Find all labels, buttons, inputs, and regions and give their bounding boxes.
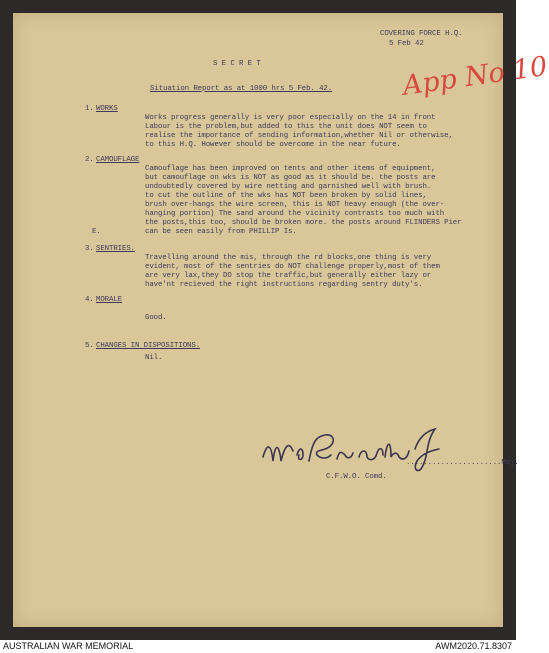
signature-dots: ......................Maj. <box>406 459 519 467</box>
handwritten-signature <box>259 421 459 481</box>
section-3-line: evident, most of the sentries do NOT challenge properly,most of them <box>145 263 440 271</box>
section-4-line: Good. <box>145 314 167 322</box>
section-3-number: 3. <box>85 245 94 253</box>
section-4-heading: MORALE <box>96 296 123 304</box>
section-2-number: 2. <box>85 156 94 164</box>
section-1-line: Works progress generally is very poor especially on the 14 in front <box>145 114 436 122</box>
section-2-heading: CAMOUFLAGE <box>96 156 140 164</box>
section-5-line: Nil. <box>145 354 163 362</box>
section-2-line: the posts,this too, should be broken more. the posts around FLINDERS Pier <box>145 219 462 227</box>
classification-label: S E C R E T <box>213 60 261 68</box>
section-1-line: realise the importance of sending information,whether Nil or otherwise, <box>145 132 453 140</box>
signature-appointment: C.F.W.O. Comd. <box>326 473 387 481</box>
section-3-heading: SENTRIES. <box>96 245 136 253</box>
signature-name <box>273 443 334 451</box>
section-1-line: Labour is the problem,but added to this the unit does NOT seem to <box>145 123 427 131</box>
archive-reference: AWM2020.71.8307 <box>435 641 512 651</box>
section-5-number: 5. <box>85 342 94 350</box>
document-date: 5 Feb 42 <box>389 40 424 48</box>
section-2-line: brush over-hangs the wire screen, this is NOT heavy enough (the over- <box>145 201 445 209</box>
section-3-line: Travelling around the mis, through the rd blocks,one thing is very <box>145 254 432 262</box>
section-2-line: can be seen easily from PHILLIP Is. <box>145 228 297 236</box>
archive-name: AUSTRALIAN WAR MEMORIAL <box>3 641 134 651</box>
unit-header: COVERING FORCE H.Q. <box>380 30 463 38</box>
section-2-line: hanging portion) The sand around the vicinity contrasts too much with <box>145 210 445 218</box>
section-1-line: to this H.Q. However should be overcome in the near future. <box>145 141 401 149</box>
section-2-line: to cut the outline of the wks has NOT been broken by solid lines, <box>145 192 427 200</box>
report-title: Situation Report as at 1000 hrs 5 Feb. 42. <box>150 85 333 93</box>
section-2-line: but camouflage on wks is NOT as good as it should be. the posts are <box>145 174 436 182</box>
section-3-line: are very lax,they DO stop the traffic,but generally either lazy or <box>145 272 432 280</box>
archive-footer <box>0 640 516 653</box>
appendix-stamp: App No 10 <box>400 50 549 102</box>
section-4-number: 4. <box>85 296 94 304</box>
section-2-margin-note: E. <box>92 228 101 236</box>
section-2-line: undoubtedly covered by wire netting and garnished well with brush. <box>145 183 432 191</box>
section-2-line: Camouflage has been improved on tents and other items of equipment, <box>145 165 436 173</box>
document-page <box>13 13 549 627</box>
section-1-number: 1. <box>85 105 94 113</box>
section-1-heading: WORKS <box>96 105 118 113</box>
section-5-heading: CHANGES IN DISPOSITIONS. <box>96 342 201 350</box>
section-3-line: have'nt recieved the right instructions regarding sentry duty's. <box>145 281 423 289</box>
